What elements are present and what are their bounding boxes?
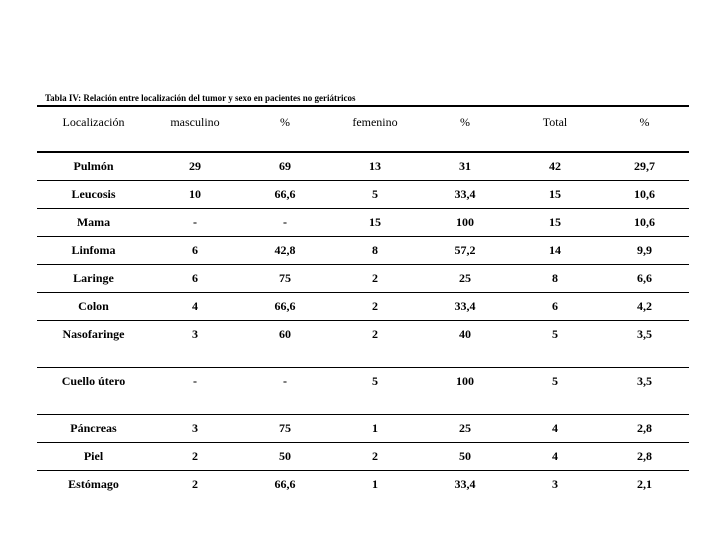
cell-masculino: 3: [150, 320, 240, 367]
cell-total: 5: [510, 367, 600, 414]
cell-total-percent: 4,2: [600, 292, 689, 320]
cell-masculino-percent: 60: [240, 320, 330, 367]
cell-femenino-percent: 33,4: [454, 476, 476, 491]
cell-masculino: 29: [150, 152, 240, 180]
table-row: [37, 292, 689, 320]
cell-femenino: 5: [330, 180, 420, 208]
cell-masculino-percent: 50: [240, 442, 330, 470]
table-row: [37, 208, 689, 236]
header-total: Total: [510, 106, 600, 152]
cell-masculino-percent: 42,8: [240, 236, 330, 264]
cell-localizacion: Mama: [37, 208, 150, 236]
cell-total-percent: 2,1: [637, 476, 652, 491]
cell-masculino-percent: 66,6: [240, 292, 330, 320]
cell-femenino: 2: [330, 264, 420, 292]
cell-femenino-percent: 33,4: [420, 180, 510, 208]
table-row: [37, 470, 689, 498]
cell-localizacion: Laringe: [37, 264, 150, 292]
cell-masculino: 3: [150, 414, 240, 442]
cell-femenino-percent: 25: [420, 414, 510, 442]
header-masculino: masculino: [150, 106, 240, 152]
cell-femenino: 1: [372, 476, 378, 491]
cell-total: 8: [510, 264, 600, 292]
cell-total: 15: [510, 180, 600, 208]
cell-masculino-percent: 66,6: [274, 476, 296, 491]
cell-total-percent: 9,9: [600, 236, 689, 264]
cell-total: 5: [510, 320, 600, 367]
cell-total-percent: 6,6: [600, 264, 689, 292]
cell-masculino-percent: 66,6: [240, 180, 330, 208]
cell-localizacion: Nasofaringe: [37, 320, 150, 367]
cell-total: 4: [510, 442, 600, 470]
cell-masculino: 6: [150, 236, 240, 264]
cell-total: 6: [510, 292, 600, 320]
cell-masculino-percent: -: [240, 367, 330, 414]
cell-masculino: 4: [150, 292, 240, 320]
cell-localizacion: Piel: [37, 442, 150, 470]
cell-masculino-percent: 69: [240, 152, 330, 180]
table-row: [37, 152, 689, 180]
cell-localizacion: Leucosis: [37, 180, 150, 208]
cell-femenino: 5: [330, 367, 420, 414]
cell-total: 4: [510, 414, 600, 442]
cell-femenino-percent: 100: [420, 367, 510, 414]
cell-femenino-percent: 40: [420, 320, 510, 367]
cell-femenino-percent: 50: [420, 442, 510, 470]
cell-masculino: 2: [150, 442, 240, 470]
cell-localizacion: Pulmón: [37, 152, 150, 180]
table-caption: Tabla IV: Relación entre localización del tumor y sexo en pacientes no geriátricos: [45, 93, 356, 103]
cell-femenino-percent: 25: [420, 264, 510, 292]
cell-localizacion: Páncreas: [37, 414, 150, 442]
table-row: [37, 414, 689, 442]
cell-total: 42: [510, 152, 600, 180]
cell-femenino: 2: [330, 442, 420, 470]
cell-femenino-percent: 33,4: [420, 292, 510, 320]
cell-femenino: 2: [330, 320, 420, 367]
cell-total-percent: 2,8: [600, 414, 689, 442]
cell-femenino-percent: 57,2: [420, 236, 510, 264]
cell-masculino: 2: [192, 476, 198, 491]
cell-masculino: 6: [150, 264, 240, 292]
cell-total: 15: [510, 208, 600, 236]
cell-femenino-percent: 100: [420, 208, 510, 236]
cell-total-percent: 3,5: [600, 320, 689, 367]
cell-masculino-percent: 75: [240, 414, 330, 442]
cell-localizacion: Estómago: [68, 476, 119, 491]
cell-femenino-percent: 31: [420, 152, 510, 180]
cell-masculino-percent: 75: [240, 264, 330, 292]
cell-femenino: 13: [330, 152, 420, 180]
header-femenino-percent: %: [420, 106, 510, 152]
cell-total-percent: 3,5: [600, 367, 689, 414]
tumor-location-table: [37, 105, 689, 498]
cell-total-percent: 29,7: [600, 152, 689, 180]
cell-localizacion: Cuello útero: [37, 367, 150, 414]
cell-femenino: 1: [330, 414, 420, 442]
cell-total-percent: 2,8: [600, 442, 689, 470]
cell-localizacion: Colon: [37, 292, 150, 320]
cell-total: 14: [510, 236, 600, 264]
header-row: [37, 106, 689, 152]
cell-masculino: 10: [150, 180, 240, 208]
table-row: [37, 320, 689, 367]
cell-localizacion: Linfoma: [37, 236, 150, 264]
cell-masculino: -: [150, 208, 240, 236]
cell-masculino: -: [150, 367, 240, 414]
table-row: [37, 367, 689, 414]
table-row: [37, 236, 689, 264]
header-localizacion: Localización: [37, 106, 150, 152]
cell-masculino-percent: -: [240, 208, 330, 236]
cell-total: 3: [552, 476, 558, 491]
table-row: [37, 180, 689, 208]
cell-femenino: 8: [330, 236, 420, 264]
cell-femenino: 15: [330, 208, 420, 236]
header-femenino: femenino: [330, 106, 420, 152]
table-row: [37, 264, 689, 292]
table-row: [37, 442, 689, 470]
cell-femenino: 2: [330, 292, 420, 320]
cell-total-percent: 10,6: [600, 180, 689, 208]
header-total-percent: %: [600, 106, 689, 152]
cell-total-percent: 10,6: [600, 208, 689, 236]
header-masculino-percent: %: [240, 106, 330, 152]
